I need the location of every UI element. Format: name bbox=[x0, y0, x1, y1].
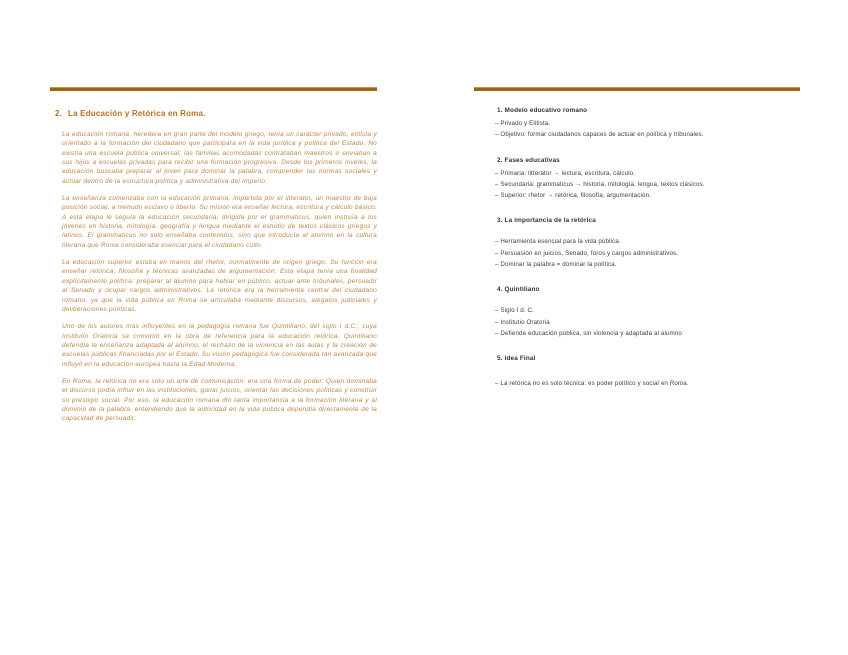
outline-item: – Institutio Oratoria bbox=[495, 318, 550, 326]
outline-item: – Defiende educación pública, sin violencia y adaptada al alumno bbox=[495, 329, 682, 337]
outline-section bbox=[495, 217, 807, 270]
outline-section bbox=[495, 157, 807, 202]
outline-item: – Dominar la palabra = dominar la política. bbox=[495, 261, 617, 269]
left-page-top-rule bbox=[50, 87, 377, 91]
paragraph: La educación superior estaba en manos del rhetor, normalmente de origen griego. Su función era enseñar retórica, filosofía y técnicas avanzadas de argumentación. Esta etapa tenía una finalidad explícitamente política: preparar al alumno para hablar en público, actuar ante tribunales, persuadir al Senado y ocupar cargos administrativos. La retórica era la herramienta central del ciudadano romano, ya que la vida pública en Roma se articulaba mediante discursos, alegatos judiciales y deliberaciones políticas. bbox=[62, 259, 377, 313]
right-page-top-rule bbox=[474, 87, 800, 91]
outline-item: – Herramienta esencial para la vida pública. bbox=[495, 238, 621, 246]
heading-number: 2. bbox=[55, 109, 63, 118]
heading-title: La Educación y Retórica en Roma. bbox=[68, 109, 206, 118]
outline-section-heading: 4. Quintiliano bbox=[497, 286, 540, 294]
paragraph: Uno de los autores más influyentes en la pedagogía romana fue Quintiliano, del siglo I d.C., cuya Institutio Oratoria se convirtió en la obra de referencia para la educación retórica. Quintiliano defendía la enseñanza adaptada al alumno, el rechazo de la violencia en las aulas y la creación de escuelas públicas financiadas por el Estado. Su visión pedagógica fue considerada tan avanzada que influyó en la educación europea hasta la Edad Moderna. bbox=[62, 323, 377, 368]
outline-item: – Objetivo: formar ciudadanos capaces de actuar en política y tribunales. bbox=[495, 131, 704, 139]
paragraph: La educación romana, heredera en gran parte del modelo griego, tenía un carácter privado, elitista y orientado a la formación del ciudadano que participara en la vida jurídica y política del Estado. No existía una escuela pública universal; las familias acomodadas contrataban maestros o enviaban a sus hijos a escuelas privadas para recibir una formación progresiva. Desde los primeros niveles, la educación buscaba preparar al joven para dominar la palabra, comprender las normas sociales y actuar dentro de la estructura política y administrativa del Imperio. bbox=[62, 131, 377, 185]
outline-item: – Superior: rhetor → retórica, filosofía, argumentación. bbox=[495, 192, 651, 200]
outline-section-heading: 1. Modelo educativo romano bbox=[497, 107, 588, 114]
outline-item: – La retórica no es solo técnica: es poder político y social en Roma. bbox=[495, 380, 689, 388]
outline-item: – Privado y Elitista. bbox=[495, 120, 551, 127]
outline-item: – Primaria: litterator → lectura, escritura, cálculo. bbox=[495, 169, 636, 177]
outline-section bbox=[495, 355, 807, 389]
outline-section bbox=[495, 286, 807, 339]
outline-section-heading: 3. La importancia de la retórica bbox=[497, 217, 596, 225]
outline-section-heading: 5. Idea Final bbox=[497, 355, 536, 363]
outline-section-heading: 2. Fases educativas bbox=[497, 156, 560, 164]
left-page-body bbox=[62, 130, 377, 432]
right-page-outline bbox=[495, 104, 807, 390]
paragraph: En Roma, la retórica no era solo un arte de comunicación: era una forma de poder. Quien dominaba el discurso podía influir en las instituciones, ganar juicios, orientar las decisiones políticas y construir su prestigio social. Por eso, la educación romana dio tanta importancia a la formación literaria y al dominio de la palabra, entendiendo que la autoridad en la vida pública dependía directamente de la capacidad de persuadir. bbox=[62, 377, 377, 423]
left-page-section-heading bbox=[55, 109, 377, 118]
paragraph: La enseñanza comenzaba con la educación primaria, impartida por el litterator, un maestro de baja posición social, a menudo esclavo o liberto. Su misión era enseñar lectura, escritura y cálculo básico. A esta etapa le seguía la educación secundaria, dirigida por el grammaticus, quien instruía a los jóvenes en historia, mitología, geografía y lengua mediante el estudio de textos clásicos griegos y latinos. El grammaticus no solo enseñaba contenidos, sino que introducía al alumno en la cultura literaria que Roma consideraba esencial para el ciudadano culto. bbox=[62, 195, 377, 249]
outline-item: – Secundaria: grammaticus → historia, mitología, lengua, textos clásicos. bbox=[495, 180, 705, 188]
outline-item: – Siglo I d. C. bbox=[495, 307, 534, 315]
outline-item: – Persuasión en juicios, Senado, foros y cargos administrativos. bbox=[495, 249, 679, 257]
outline-section bbox=[495, 107, 807, 141]
